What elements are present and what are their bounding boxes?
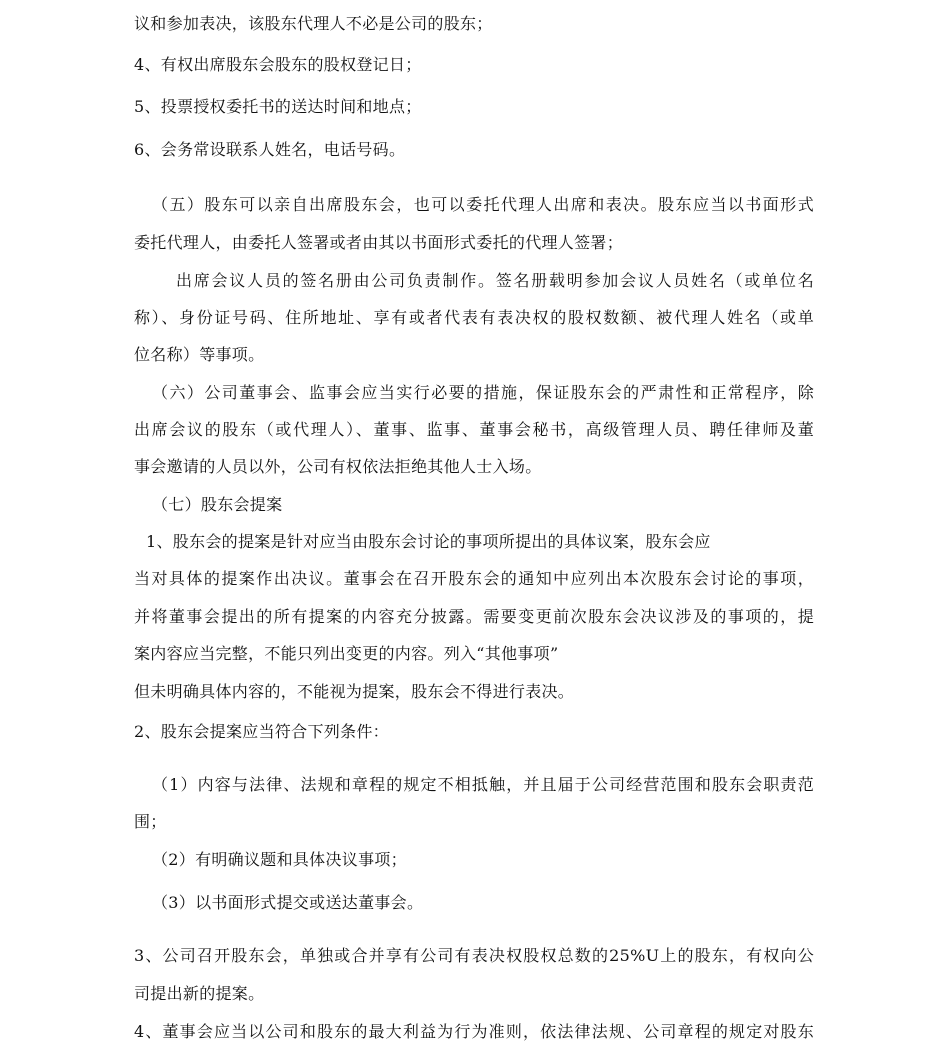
text-line: 4、董事会应当以公司和股东的最大利益为行为准则，依法律法规、公司章程的规定对股东 [134,1022,814,1041]
text-line: 案内容应当完整，不能只列出变更的内容。列入“其他事项” [134,644,559,663]
text-line: 4、有权出席股东会股东的股权登记日； [134,55,422,74]
text-line: 1、股东会的提案是针对应当由股东会讨论的事项所提出的具体议案，股东会应 [146,532,711,551]
text-line: 围； [134,812,167,831]
text-line: （3）以书面形式提交或送达董事会。 [152,893,424,912]
text-line: （2）有明确议题和具体决议事项； [152,850,407,869]
text-line: 但未明确具体内容的，不能视为提案，股东会不得进行表决。 [134,682,575,701]
text-line: 位名称）等事项。 [134,345,265,364]
text-line: 出席会议人员的签名册由公司负责制作。签名册载明参加会议人员姓名（或单位名 [176,271,814,290]
text-line: 委托代理人，由委托人签署或者由其以书面形式委托的代理人签署； [134,233,624,252]
section-heading: （七）股东会提案 [152,495,283,514]
text-line: 并将董事会提出的所有提案的内容充分披露。需要变更前次股东会决议涉及的事项的，提 [134,607,814,626]
text-line: （1）内容与法律、法规和章程的规定不相抵触，并且届于公司经营范围和股东会职责范 [152,775,814,794]
text-line: 2、股东会提案应当符合下列条件： [134,722,389,741]
text-line: （六）公司董事会、监事会应当实行必要的措施，保证股东会的严肃性和正常程序，除 [152,383,814,402]
text-line: 出席会议的股东（或代理人）、董事、监事、董事会秘书，高级管理人员、聘任律师及董 [134,420,814,439]
text-line: 司提出新的提案。 [134,984,265,1003]
text-line: 3、公司召开股东会，单独或合并享有公司有表决权股权总数的25%U上的股东，有权向公 [134,946,814,965]
text-line: 称）、身份证号码、住所地址、享有或者代表有表决权的股权数额、被代理人姓名（或单 [134,308,814,327]
text-line: （五）股东可以亲自出席股东会，也可以委托代理人出席和表决。股东应当以书面形式 [152,195,814,214]
text-line: 议和参加表决，该股东代理人不必是公司的股东； [134,14,493,33]
text-line: 事会邀请的人员以外，公司有权依法拒绝其他人士入场。 [134,457,542,476]
text-line: 当对具体的提案作出决议。董事会在召开股东会的通知中应列出本次股东会讨论的事项， [134,569,814,588]
text-line: 6、会务常设联系人姓名，电话号码。 [134,140,406,159]
text-line: 5、投票授权委托书的送达时间和地点； [134,97,422,116]
